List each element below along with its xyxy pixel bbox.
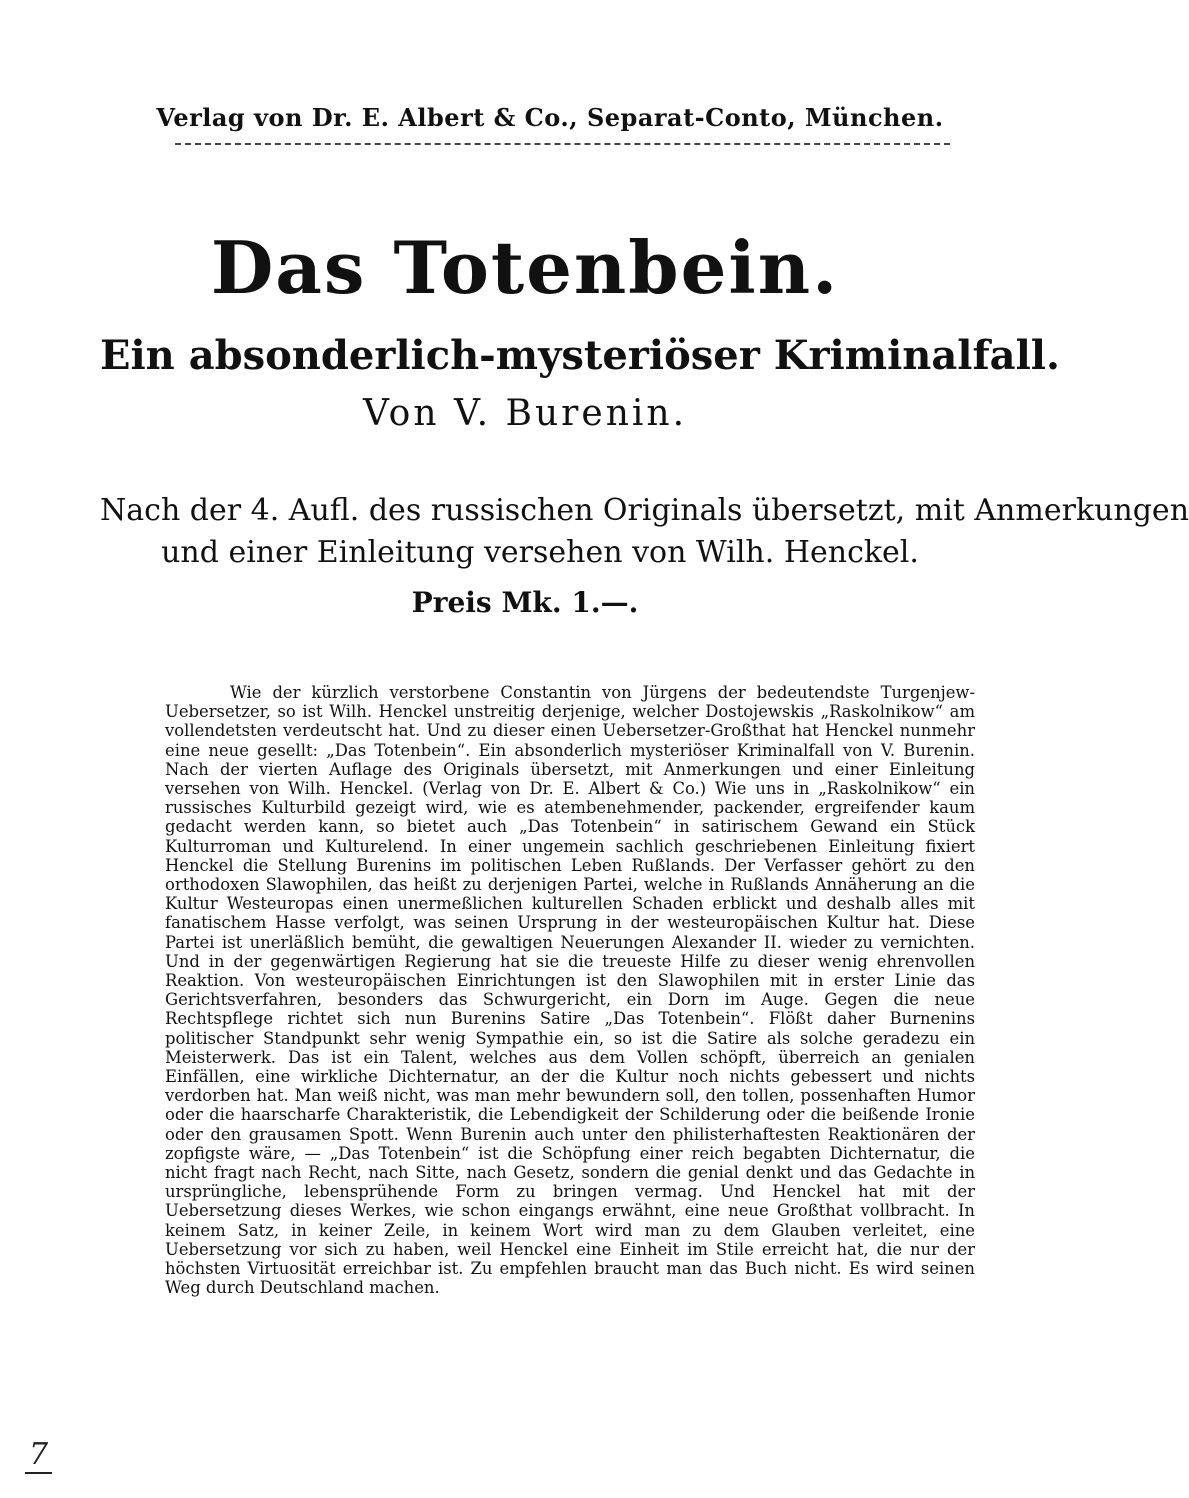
book-author: Von V. Burenin. (362, 393, 688, 434)
handwritten-margin-note: 7 (25, 1438, 52, 1474)
review-paragraph: Wie der kürzlich verstorbene Constantin von Jürgens der bedeutendste Turgenjew-Uebersetzer, so ist Wilh. Henckel unstreitig derjenige, welcher Dostojewskis „Raskolnikow“ am vollendetsten verdeutscht hat. Und zu dieser einen Uebersetzer-Großthat hat Henckel nunmehr eine neue gesellt: „Das Totenbein“. Ein absonderlich mysteriöser Kriminalfall von V. Burenin. Nach der vierten Auflage des Originals übersetzt, mit Anmerkungen und einer Einleitung versehen von Wilh. Henckel. (Verlag von Dr. E. Albert & Co.) Wie uns in „Raskolnikow“ ein russisches Kulturbild gezeigt wird, wie es atembenehmender, packender, ergreifender kaum gedacht werden kann, so bietet auch „Das Totenbein“ in satirischem Gewand ein Stück Kulturroman und Kulturelend. In einer ungemein sachlich geschriebenen Einleitung fixiert Henckel die Stellung Burenins im politischen Leben Rußlands. Der Verfasser gehört zu den orthodoxen Slawophilen, das heißt zu derjenigen Partei, welche in Rußlands Annäherung an die Kultur Westeuropas einen unermeßlichen kulturellen Schaden erblickt und deshalb alles mit fanatischem Hasse verfolgt, was seinen Ursprung in der westeuropäischen Kultur hat. Diese Partei ist unerläßlich bemüht, die gewaltigen Neuerungen Alexander II. wieder zu vernichten. Und in der gegenwärtigen Regierung hat sie die treueste Hilfe zu dieser wenig ehrenvollen Reaktion. Von westeuropäischen Einrichtungen ist den Slawophilen mit in erster Linie das Gerichtsverfahren, besonders das Schwurgericht, ein Dorn im Auge. Gegen die neue Rechtspflege richtet sich nun Burenins Satire „Das Totenbein“. Flößt daher Burnenins politischer Standpunkt sehr wenig Sympathie ein, so ist die Satire als solche geradezu ein Meisterwerk. Das ist ein Talent, welches aus dem Vollen schöpft, überreich an genialen Einfällen, eine wirkliche Dichternatur, an der die Kultur noch nichts gebessert und nichts verdorben hat. Man weiß nicht, was man mehr bewundern soll, den tollen, possenhaften Humor oder die haarscharfe Charakteristik, die Lebendigkeit der Schilderung oder die beißende Ironie oder den grausamen Spott. Wenn Burenin auch unter den philisterhaftesten Reaktionären der zopfigste wäre, — „Das Totenbein“ ist die Schöpfung einer reich begabten Dichternatur, die nicht fragt nach Recht, nach Sitte, nach Gesetz, sondern die genial denkt und das Gedachte in ursprüngliche, lebensprühende Form zu bringen vermag. Und Henckel hat mit der Uebersetzung dieses Werkes, wie schon eingangs erwähnt, eine neue Großthat vollbracht. In keinem Satz, in keiner Zeile, in keinem Wort wird man zu dem Glauben verleitet, eine Uebersetzung vor sich zu haben, weil Henckel eine Einheit im Stile erreicht hat, die nur der höchsten Virtuosität erreichbar ist. Zu empfehlen braucht man das Buch nicht. Es wird seinen Weg durch Deutschland machen. (165, 683, 975, 1298)
publisher-header: Verlag von Dr. E. Albert & Co., Separat-Conto, München. (156, 103, 944, 132)
translation-note (100, 490, 1189, 574)
header-rule (175, 143, 950, 145)
book-subtitle: Ein absonderlich-mysteriöser Kriminalfall. (100, 332, 1060, 379)
translation-line-2: und einer Einleitung versehen von Wilh. Henckel. (161, 535, 919, 570)
book-price: Preis Mk. 1.—. (411, 586, 639, 619)
book-title: Das Totenbein. (210, 225, 840, 310)
translation-line-1: Nach der 4. Aufl. des russischen Originals übersetzt, mit Anmerkungen (100, 493, 1189, 528)
